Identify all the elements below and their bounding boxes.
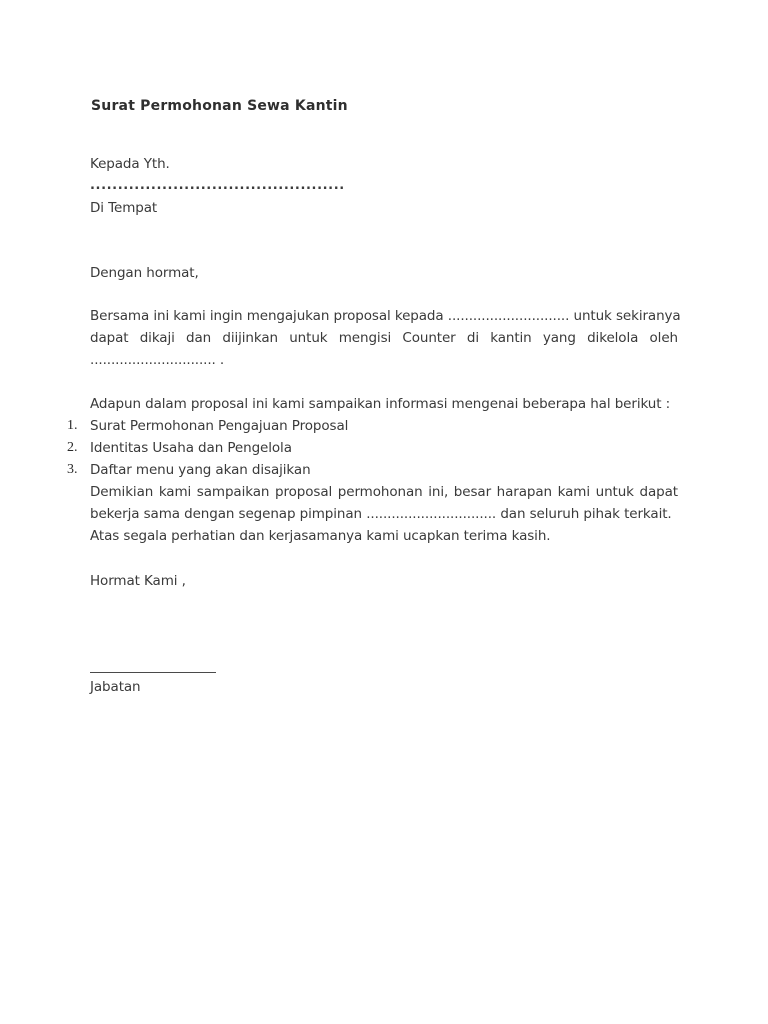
- recipient-placeholder: ..............................................: [90, 178, 345, 193]
- signature-title: Jabatan: [90, 679, 141, 695]
- paragraph-1-line-2: dapat dikaji dan diijinkan untuk mengisi Counter di kantin yang dikelola oleh: [90, 330, 678, 346]
- paragraph-1-line-3: .............................. .: [90, 352, 225, 368]
- list-number: 1.: [67, 418, 78, 433]
- list-number: 3.: [67, 462, 78, 477]
- sign-off: Hormat Kami ,: [90, 573, 186, 589]
- closing-line-3: Atas segala perhatian dan kerjasamanya kami ucapkan terima kasih.: [90, 528, 551, 544]
- paragraph-1-line-1: Bersama ini kami ingin mengajukan proposal kepada ............................. untuk sekiranya: [90, 308, 681, 324]
- list-intro: Adapun dalam proposal ini kami sampaikan informasi mengenai beberapa hal berikut :: [90, 396, 671, 412]
- letter-title: Surat Permohonan Sewa Kantin: [91, 98, 348, 114]
- salutation: Dengan hormat,: [90, 265, 199, 281]
- recipient-greeting: Kepada Yth.: [90, 156, 170, 172]
- closing-line-2: bekerja sama dengan segenap pimpinan ............................... dan seluruh pihak terkait.: [90, 506, 672, 522]
- closing-line-1: Demikian kami sampaikan proposal permohonan ini, besar harapan kami untuk dapat: [90, 484, 678, 500]
- list-text: Identitas Usaha dan Pengelola: [90, 440, 292, 456]
- signature-line: [90, 672, 216, 673]
- recipient-place: Di Tempat: [90, 200, 158, 216]
- list-text: Daftar menu yang akan disajikan: [90, 462, 311, 478]
- list-number: 2.: [67, 440, 78, 455]
- list-text: Surat Permohonan Pengajuan Proposal: [90, 418, 349, 434]
